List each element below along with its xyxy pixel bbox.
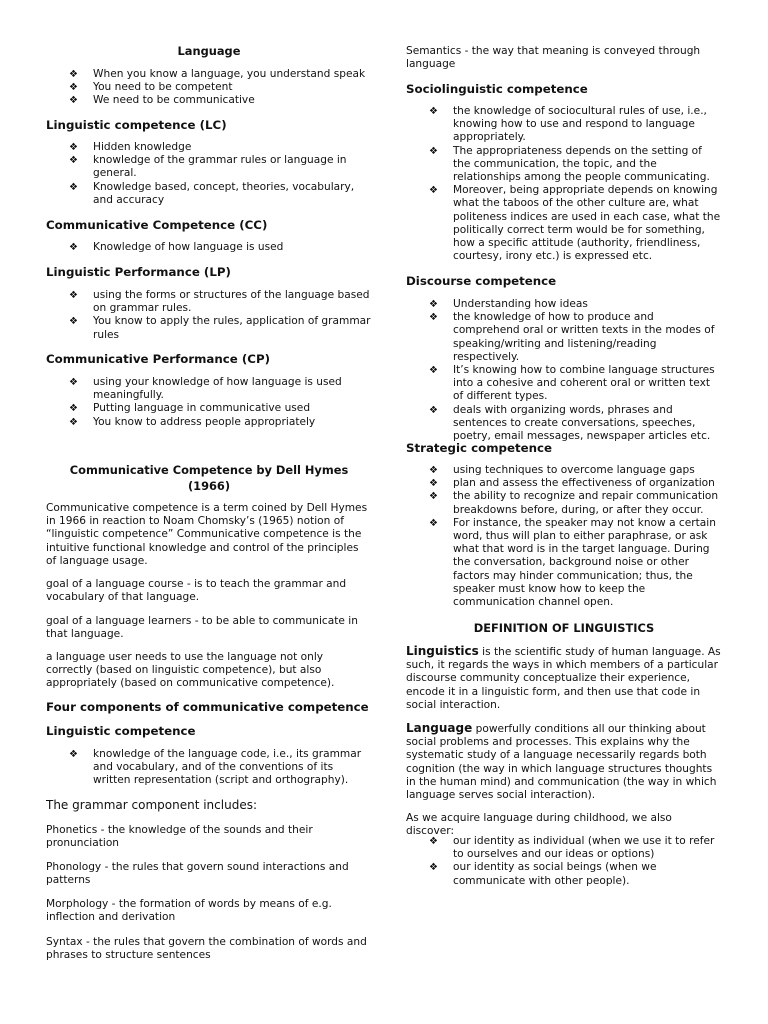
- cc-list: [46, 241, 372, 254]
- morphology-paragraph: Morphology - the formation of words by means of e.g. inflection and derivation: [46, 898, 332, 924]
- diamond-bullet-icon: ❖: [69, 95, 78, 107]
- list-item: ❖ You know to apply the rules, application of grammar rules: [69, 315, 371, 341]
- hymes-paragraph-2: goal of a language course - is to teach the grammar and vocabulary of that language.: [46, 578, 347, 604]
- diamond-bullet-icon: ❖: [429, 478, 438, 490]
- sociolinguistic-list: [406, 105, 722, 263]
- list-item: ❖ The appropriateness depends on the setting of the communication, the topic, and the relationships among the people communicating.: [429, 144, 710, 184]
- diamond-bullet-icon: ❖: [429, 299, 438, 310]
- list-item: ❖ using techniques to overcome language gaps: [429, 464, 695, 476]
- lp-heading: Linguistic Performance (LP): [46, 265, 231, 279]
- list-item: ❖ knowledge of the language code, i.e., its grammar and vocabulary, and of the conventions of its written representation (script and orthography).: [69, 748, 362, 787]
- language-term: Language: [406, 721, 473, 735]
- diamond-bullet-icon: ❖: [69, 403, 78, 415]
- diamond-bullet-icon: ❖: [69, 155, 78, 167]
- grammar-intro: The grammar component includes:: [46, 798, 257, 812]
- list-item: ❖ deals with organizing words, phrases and sentences to create conversations, speeches, poetry, email messages, newspaper articles etc.: [429, 403, 711, 443]
- diamond-bullet-icon: ❖: [69, 142, 78, 153]
- diamond-bullet-icon: ❖: [69, 749, 78, 760]
- hymes-paragraph-3: goal of a language learners - to be able to communicate in that language.: [46, 615, 358, 641]
- diamond-bullet-icon: ❖: [429, 491, 438, 503]
- language-title: Language: [177, 44, 241, 58]
- diamond-bullet-icon: ❖: [69, 242, 78, 253]
- list-item: ❖ our identity as individual (when we use it to refer to ourselves and our ideas or options): [429, 835, 715, 861]
- diamond-bullet-icon: ❖: [429, 465, 438, 476]
- strategic-list: [406, 464, 722, 609]
- syntax-paragraph: Syntax - the rules that govern the combination of words and phrases to structure sentences: [46, 936, 367, 962]
- diamond-bullet-icon: ❖: [69, 82, 78, 94]
- definition-title: DEFINITION OF LINGUISTICS: [473, 621, 655, 635]
- diamond-bullet-icon: ❖: [429, 404, 438, 416]
- diamond-bullet-icon: ❖: [429, 862, 438, 874]
- lp-list: [46, 289, 372, 342]
- diamond-bullet-icon: ❖: [429, 517, 438, 529]
- phonetics-paragraph: Phonetics - the knowledge of the sounds and their pronunciation: [46, 824, 313, 850]
- semantics-paragraph: Semantics - the way that meaning is conveyed through language: [406, 45, 701, 71]
- hymes-paragraph-4: a language user needs to use the language not only correctly (based on linguistic competence), but also appropriately (based on communicative competence).: [46, 651, 335, 690]
- diamond-bullet-icon: ❖: [429, 365, 438, 377]
- list-item: ❖ When you know a language, you understand speak: [69, 68, 366, 80]
- diamond-bullet-icon: ❖: [69, 316, 78, 328]
- diamond-bullet-icon: ❖: [69, 181, 78, 193]
- cp-heading: Communicative Performance (CP): [46, 352, 270, 366]
- linguistics-term: Linguistics: [406, 644, 479, 658]
- hymes-paragraph-1: Communicative competence is a term coined by Dell Hymes in 1966 in reaction to Noam Chomsky’s (1965) notion of “linguistic competence” Communicative competence is the intuitive functional knowledge and control of the principles of language usage.: [46, 502, 368, 567]
- diamond-bullet-icon: ❖: [69, 69, 78, 80]
- diamond-bullet-icon: ❖: [429, 836, 438, 847]
- diamond-bullet-icon: ❖: [429, 145, 438, 157]
- acquire-paragraph: As we acquire language during childhood, we also discover:: [406, 812, 672, 838]
- list-item: ❖ You know to address people appropriately: [69, 415, 316, 428]
- lc-heading: Linguistic competence (LC): [46, 118, 227, 132]
- diamond-bullet-icon: ❖: [429, 312, 438, 324]
- list-item: ❖ Putting language in communicative used: [69, 402, 311, 415]
- list-item: ❖ the knowledge of sociocultural rules of use, i.e., knowing how to use and respond to language appropriately.: [429, 105, 707, 144]
- list-item: ❖ For instance, the speaker may not know a certain word, thus will plan to either paraphrase, or ask what that word is in the target language. During the conversation, background noise or other factors may hinder communication; thus, the speaker must know how to keep the communication channel open.: [429, 516, 716, 609]
- sociolinguistic-heading: Sociolinguistic competence: [406, 82, 588, 96]
- linguistic-competence-list: [46, 748, 372, 788]
- language-list: [46, 68, 372, 108]
- identity-list: [406, 835, 722, 888]
- list-item: ❖ You need to be competent: [69, 81, 233, 94]
- list-item: ❖ We need to be communicative: [69, 94, 255, 107]
- list-item: ❖ our identity as social beings (when we communicate with other people).: [429, 861, 657, 887]
- list-item: ❖ Knowledge based, concept, theories, vocabulary, and accuracy: [69, 180, 355, 206]
- lc-list: [46, 141, 372, 207]
- phonology-paragraph: Phonology - the rules that govern sound interactions and patterns: [46, 861, 349, 887]
- list-item: ❖ the ability to recognize and repair communication breakdowns before, during, or after they occur.: [429, 490, 719, 516]
- linguistics-paragraph: Linguistics is the scientific study of human language. As such, it regards the ways in which members of a particular discourse community conceptualize their experience, encode it in a linguistic form, and then use that code in social interaction.: [406, 644, 721, 711]
- cc-heading: Communicative Competence (CC): [46, 218, 268, 232]
- diamond-bullet-icon: ❖: [69, 416, 78, 428]
- cp-list: [46, 376, 372, 429]
- strategic-heading: Strategic competence: [406, 441, 553, 455]
- list-item: ❖ plan and assess the effectiveness of organization: [429, 477, 715, 490]
- diamond-bullet-icon: ❖: [69, 377, 78, 388]
- discourse-list: [406, 298, 722, 443]
- hymes-title: Communicative Competence by Dell Hymes (1966): [69, 463, 349, 493]
- diamond-bullet-icon: ❖: [429, 185, 438, 197]
- list-item: ❖ Knowledge of how language is used: [69, 241, 284, 253]
- list-item: ❖ the knowledge of how to produce and comprehend oral or written texts in the modes of speaking/writing and listening/reading respectively.: [429, 311, 715, 363]
- list-item: ❖ Understanding how ideas: [429, 298, 588, 310]
- list-item: ❖ It’s knowing how to combine language structures into a cohesive and coherent oral or written text of different types.: [429, 364, 715, 403]
- list-item: ❖ Moreover, being appropriate depends on knowing what the taboos of the other culture are, what politeness indices are used in each case, what the politically correct term would be for something, how a specific attitude (authority, friendliness, courtesy, irony etc.) is expressed etc.: [429, 184, 721, 263]
- diamond-bullet-icon: ❖: [69, 290, 78, 301]
- list-item: ❖ using your knowledge of how language is used meaningfully.: [69, 376, 342, 402]
- list-item: ❖ using the forms or structures of the language based on grammar rules.: [69, 289, 370, 315]
- diamond-bullet-icon: ❖: [429, 106, 438, 117]
- discourse-heading: Discourse competence: [406, 274, 557, 288]
- four-components-heading: Four components of communicative competence: [46, 700, 369, 714]
- list-item: ❖ knowledge of the grammar rules or language in general.: [69, 154, 347, 180]
- list-item: ❖ Hidden knowledge: [69, 141, 192, 153]
- linguistic-competence-subheading: Linguistic competence: [46, 724, 196, 738]
- language-paragraph: Language powerfully conditions all our thinking about social problems and processes. This explains why the systematic study of a language necessarily regards both cognition (the way in which language structures thoughts in the human mind) and communication (the way in which language serves social interaction).: [406, 721, 717, 802]
